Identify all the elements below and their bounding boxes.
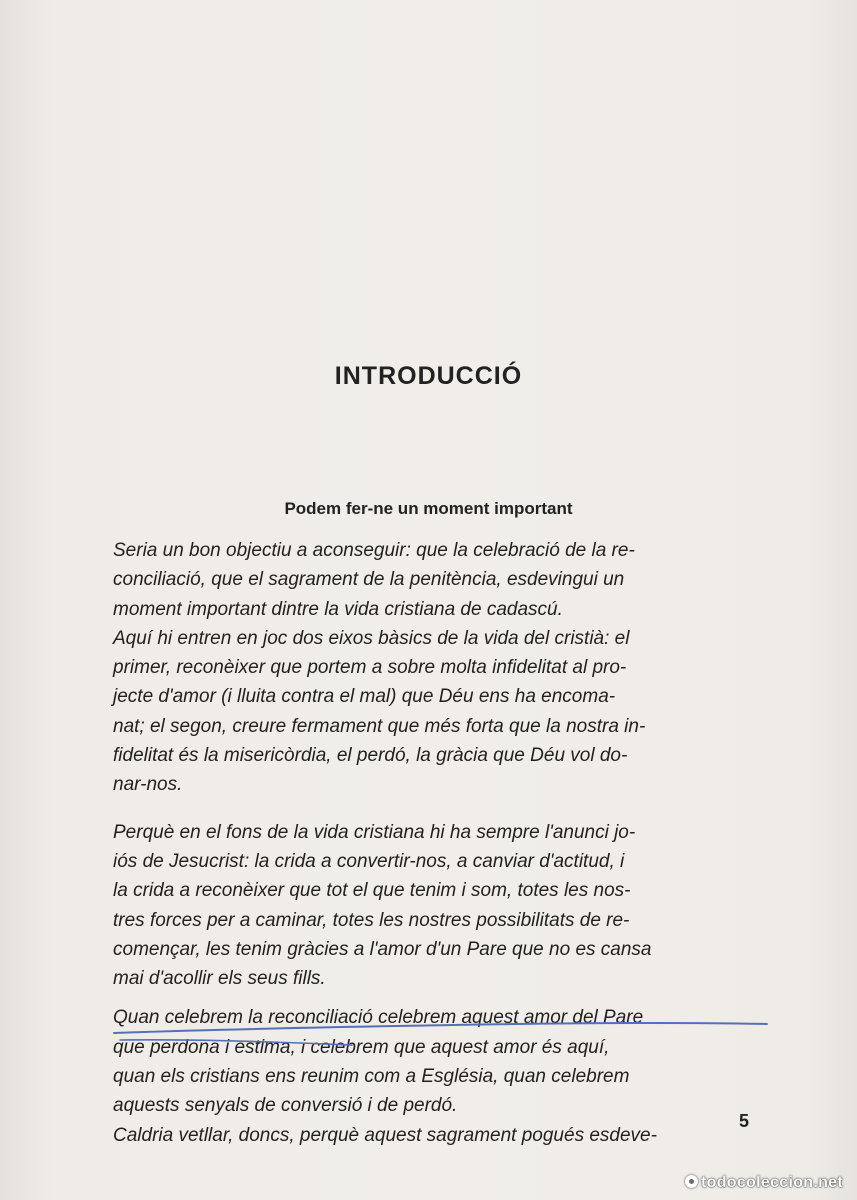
paragraph-2 <box>113 624 743 800</box>
text-line: jecte d'amor (i lluita contra el mal) que Déu ens ha encoma- <box>113 686 616 708</box>
bleed-through-text <box>60 85 760 317</box>
text-line: primer, reconèixer que portem a sobre molta infidelitat al pro- <box>113 657 627 679</box>
text-line: Seria un bon objectiu a aconseguir: que la celebració de la re- <box>113 540 635 561</box>
text-line: Caldria vetllar, doncs, perquè aquest sagrament pogués esdeve- <box>113 1124 657 1146</box>
text-line: mai d'acollir els seus fills. <box>113 968 326 990</box>
text-line: nat; el segon, creure fermament que més forta que la nostra in- <box>113 715 646 737</box>
text-line: quan els cristians ens reunim com a Església, quan celebrem <box>113 1066 630 1088</box>
watermark-logo-icon <box>685 1175 698 1188</box>
text-line: Perquè en el fons de la vida cristiana hi ha sempre l'anunci jo- <box>113 821 636 843</box>
text-line: començar, les tenim gràcies a l'amor d'un Pare que no es cansa <box>113 938 652 960</box>
text-line: moment important dintre la vida cristiana de cadascú. <box>113 598 563 620</box>
text-line: Quan celebrem la reconciliació celebrem aquest amor del Pare <box>113 1007 644 1029</box>
watermark-text: todocoleccion.net <box>701 1174 843 1191</box>
body-text <box>113 536 743 1150</box>
paragraph-4 <box>113 1003 743 1120</box>
text-line: conciliació, que el sagrament de la penitència, esdevingui un <box>113 569 625 591</box>
watermark <box>685 1174 843 1192</box>
paragraph-5 <box>113 1121 743 1150</box>
text-line: fidelitat és la misericòrdia, el perdó, la gràcia que Déu vol do- <box>113 745 628 767</box>
text-line: que perdona i estima, i celebrem que aquest amor és aquí, <box>113 1036 610 1058</box>
text-line: nar-nos. <box>113 774 183 796</box>
text-line: iós de Jesucrist: la crida a convertir-nos, a canviar d'actitud, i <box>113 850 625 872</box>
text-line: tres forces per a caminar, totes les nostres possibilitats de re- <box>113 909 630 931</box>
page-title: INTRODUCCIÓ <box>334 362 523 390</box>
section-subtitle: Podem fer-ne un moment important <box>284 499 573 518</box>
paragraph-1 <box>113 536 743 624</box>
text-line: la crida a reconèixer que tot el que tenim i som, totes les nos- <box>113 880 631 902</box>
text-line: aquests senyals de conversió i de perdó. <box>113 1095 458 1117</box>
page-number: 5 <box>738 1111 749 1131</box>
text-line: Aquí hi entren en joc dos eixos bàsics de la vida del cristià: el <box>113 627 630 649</box>
paragraph-3 <box>113 818 743 994</box>
